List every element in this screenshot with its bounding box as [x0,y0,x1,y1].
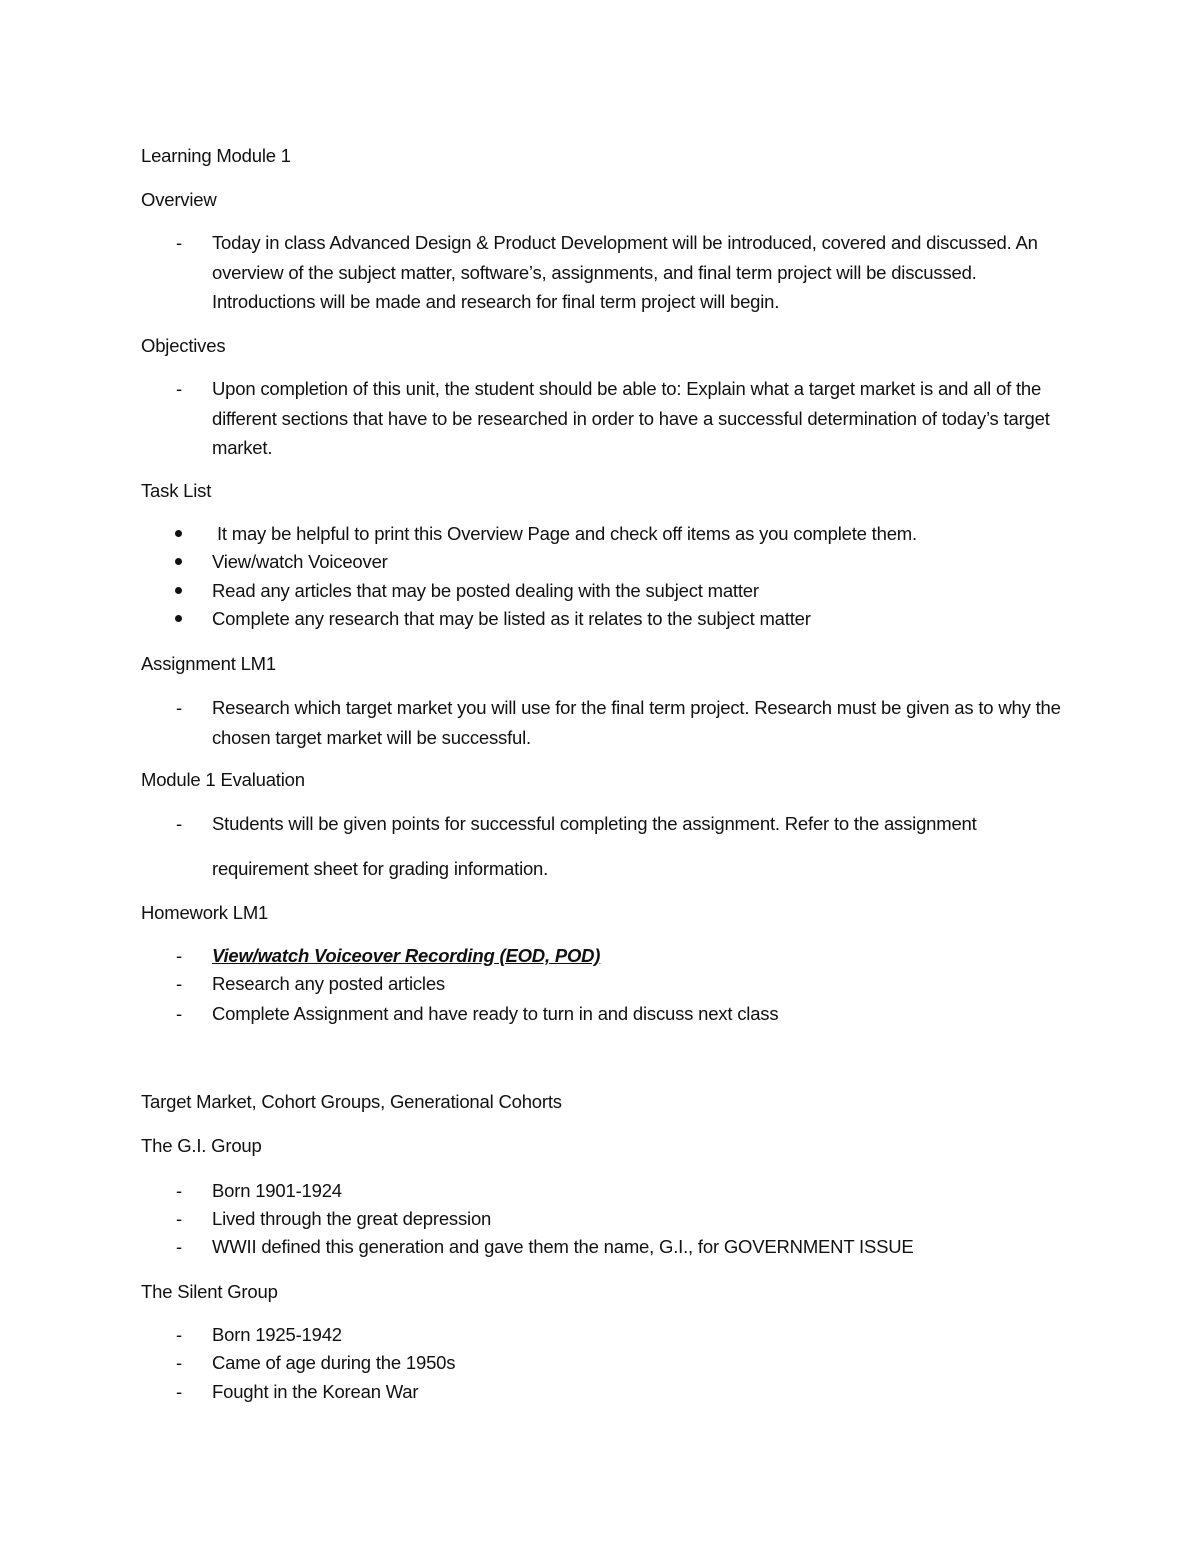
dash-marker [173,1204,185,1234]
objectives-item-text: Upon completion of this unit, the student should be able to: Explain what a target market is and all of the different sections that have to be researched in order to have a successful determination of today’s target market. [212,378,1050,458]
dash-marker [173,1232,185,1262]
assignment-heading: Assignment LM1 [141,653,276,674]
assignment-item-text: Research which target market you will use for the final term project. Research must be given as to why the chosen target market will be successful. [212,697,1061,748]
dash-marker [173,1320,185,1350]
dash-marker [173,693,185,723]
dash-marker [173,941,185,971]
dash-marker [173,1348,185,1378]
dash-marker [173,969,185,999]
document-title: Learning Module 1 [141,145,291,166]
homework-heading: Homework LM1 [141,902,269,923]
homework-item-text: Complete Assignment and have ready to turn in and discuss next class [212,1003,779,1024]
gi-group-heading: The G.I. Group [141,1135,262,1156]
homework-item-text: Research any posted articles [212,973,445,994]
silent-group-heading: The Silent Group [141,1281,278,1302]
dash-marker [173,1377,185,1407]
overview-item-text: Today in class Advanced Design & Product Development will be introduced, covered and discussed. An overview of the subject matter, software’s, assignments, and final term project will be discussed. Introductions will be made and research for final term project will begin. [212,232,1038,312]
dash-marker [173,809,185,839]
task-list-item-text: It may be helpful to print this Overview Page and check off items as you complete them. [212,523,917,544]
task-list-heading: Task List [141,480,212,501]
gi-group-item-text: Lived through the great depression [212,1208,492,1229]
gi-group-item-text: WWII defined this generation and gave them the name, G.I., for GOVERNMENT ISSUE [212,1236,914,1257]
gi-group-item-text: Born 1901-1924 [212,1180,342,1201]
task-list-item-text: Complete any research that may be listed as it relates to the subject matter [212,608,811,629]
task-list-item-text: View/watch Voiceover [212,551,388,572]
task-list-item-text: Read any articles that may be posted dealing with the subject matter [212,580,759,601]
dash-marker [173,374,185,404]
objectives-heading: Objectives [141,335,226,356]
dash-marker [173,1176,185,1206]
silent-group-item-text: Born 1925-1942 [212,1324,342,1345]
dash-marker [173,999,185,1029]
evaluation-line-2: requirement sheet for grading information. [212,858,549,879]
evaluation-heading: Module 1 Evaluation [141,769,305,790]
silent-group-item-text: Came of age during the 1950s [212,1352,456,1373]
silent-group-item-text: Fought in the Korean War [212,1381,419,1402]
evaluation-line-1: Students will be given points for successful completing the assignment. Refer to the assignment [212,813,977,834]
target-market-heading: Target Market, Cohort Groups, Generational Cohorts [141,1091,562,1112]
homework-link-wrapper [212,941,1062,971]
voiceover-recording-link[interactable]: View/watch Voiceover Recording (EOD, POD) [212,945,601,966]
overview-heading: Overview [141,189,217,210]
dash-marker [173,228,185,258]
